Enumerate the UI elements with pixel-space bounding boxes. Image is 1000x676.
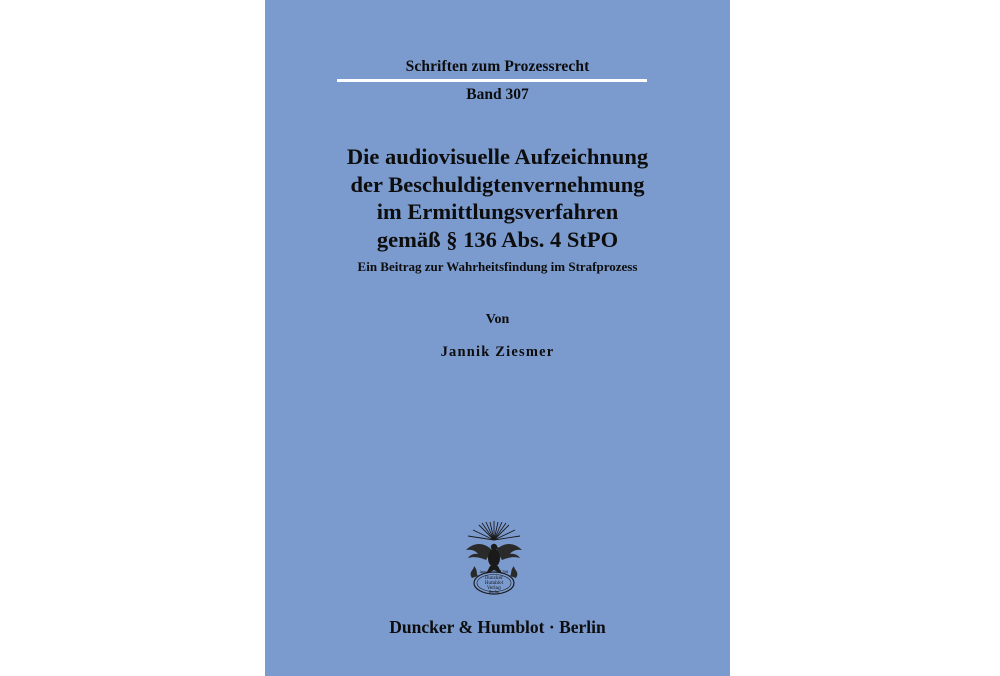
series-title: Schriften zum Prozessrecht (405, 58, 590, 75)
publisher-line: Duncker & Humblot · Berlin (389, 617, 606, 637)
book-cover (265, 0, 730, 676)
emblem-text-city: Berlin (488, 590, 500, 594)
book-subtitle: Ein Beitrag zur Wahrheitsfindung im Strafprozess (357, 259, 638, 274)
title-line: Die audiovisuelle Aufzeichnung (346, 144, 649, 169)
volume-number: Band 307 (466, 86, 529, 103)
title-line: gemäß § 136 Abs. 4 StPO (376, 226, 619, 252)
title-line: der Beschuldigtenvernehmung (350, 171, 645, 197)
emblem-text-publisher: Verlag (487, 585, 501, 590)
book-title (265, 143, 730, 253)
series-divider (337, 79, 647, 82)
emblem-text-year: 1798 (499, 570, 509, 574)
by-label: Von (485, 312, 510, 327)
emblem-text-anno: Anno (479, 570, 489, 574)
emblem-text-publisher: Humblot (484, 580, 504, 585)
title-line: im Ermittlungsverfahren (376, 199, 619, 224)
phoenix-publisher-emblem-icon (462, 520, 526, 596)
author-name: Jannik Ziesmer (440, 344, 555, 360)
emblem-text-publisher: Duncker (484, 575, 504, 580)
